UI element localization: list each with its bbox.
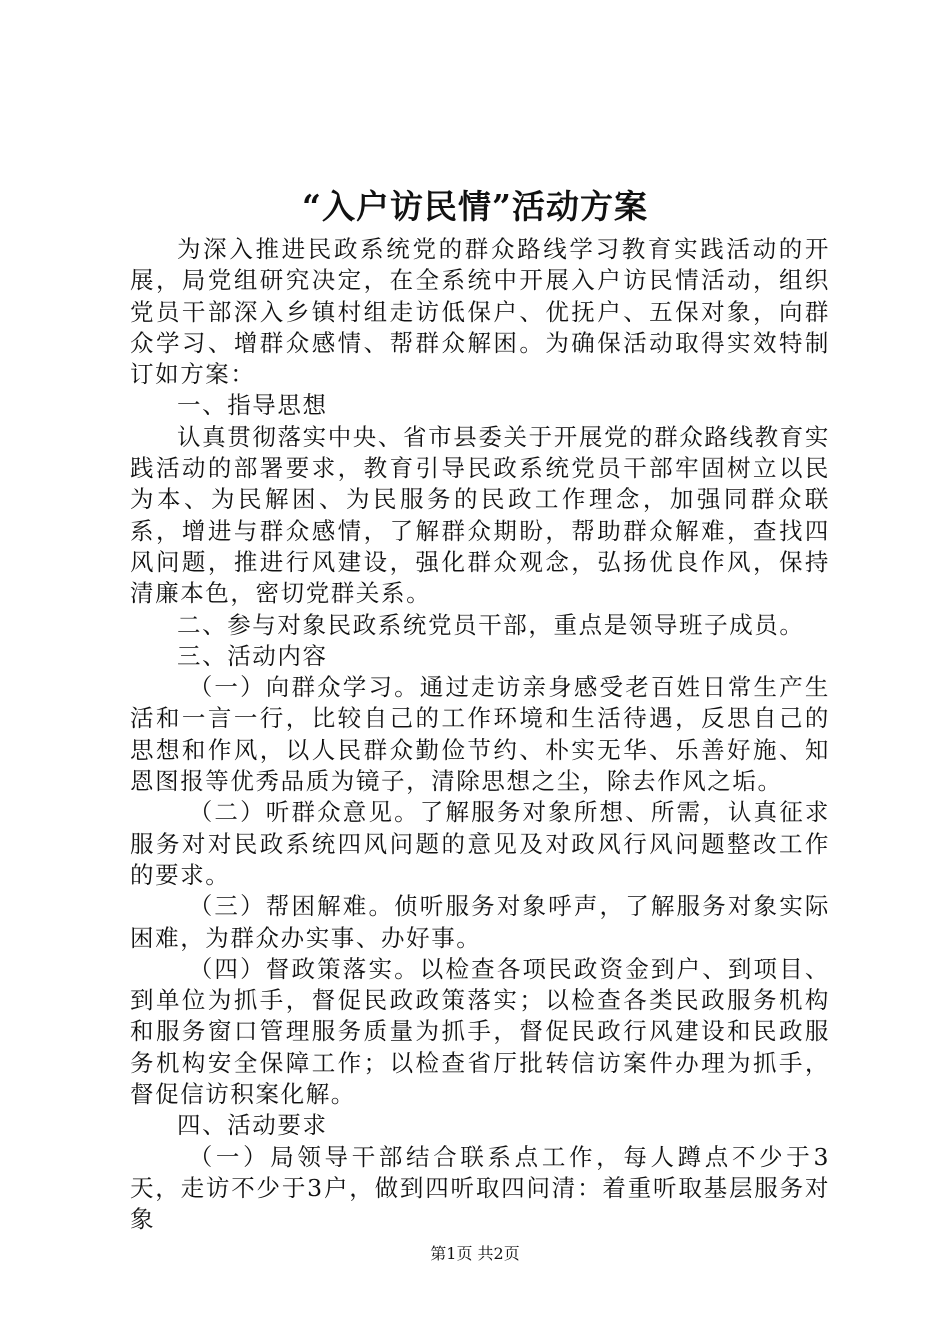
section-heading-activity-content: 三、活动内容 <box>177 641 328 670</box>
document-title: “入户访民情”活动方案 <box>302 187 648 226</box>
guiding-ideology-paragraph: 认真贯彻落实中央、省市县委关于开展党的群众路线教育实践活动的部署要求，教育引导民政系统党员干部牢固树立以民为本、为民解困、为民服务的民政工作理念，加强同群众联系，增进与群众感情，了解群众期盼，帮助群众解难，查找四风问题，推进行风建设，强化群众观念，弘扬优良作风，保持清廉本色，密切党群关系。 <box>130 422 830 608</box>
section-heading-guiding-ideology: 一、指导思想 <box>177 391 328 420</box>
document-body <box>130 234 830 1236</box>
activity-item-listen: （二）听群众意见。了解服务对象所想、所需，认真征求服务对对民政系统四风问题的意见及对政风行风问题整改工作的要求。 <box>130 798 830 889</box>
activity-item-help: （三）帮困解难。侦听服务对象呼声，了解服务对象实际困难，为群众办实事、办好事。 <box>130 892 830 952</box>
activity-item-supervise: （四）督政策落实。以检查各项民政资金到户、到项目、到单位为抓手，督促民政政策落实；以检查各类民政服务机构和服务窗口管理服务质量为抓手，督促民政行风建设和民政服务机构安全保障工作；以检查省厅批转信访案件办理为抓手，督促信访积案化解。 <box>130 954 830 1109</box>
section-heading-participants: 二、参与对象民政系统党员干部，重点是领导班子成员。 <box>177 610 805 639</box>
intro-paragraph: 为深入推进民政系统党的群众路线学习教育实践活动的开展，局党组研究决定，在全系统中开展入户访民情活动，组织党员干部深入乡镇村组走访低保户、优抚户、五保对象，向群众学习、增群众感情、帮群众解困。为确保活动取得实效特制订如方案： <box>130 235 830 389</box>
activity-item-learn: （一）向群众学习。通过走访亲身感受老百姓日常生产生活和一言一行，比较自己的工作环境和生活待遇，反思自己的思想和作风，以人民群众勤俭节约、朴实无华、乐善好施、知恩图报等优秀品质为镜子，清除思想之尘，除去作风之垢。 <box>130 673 830 796</box>
requirement-item-1: （一）局领导干部结合联系点工作，每人蹲点不少于3天，走访不少于3户，做到四听取四问清：着重听取基层服务对象 <box>130 1142 830 1234</box>
section-heading-requirements: 四、活动要求 <box>177 1111 328 1140</box>
page-footer: 第1页 共2页 <box>430 1244 520 1263</box>
